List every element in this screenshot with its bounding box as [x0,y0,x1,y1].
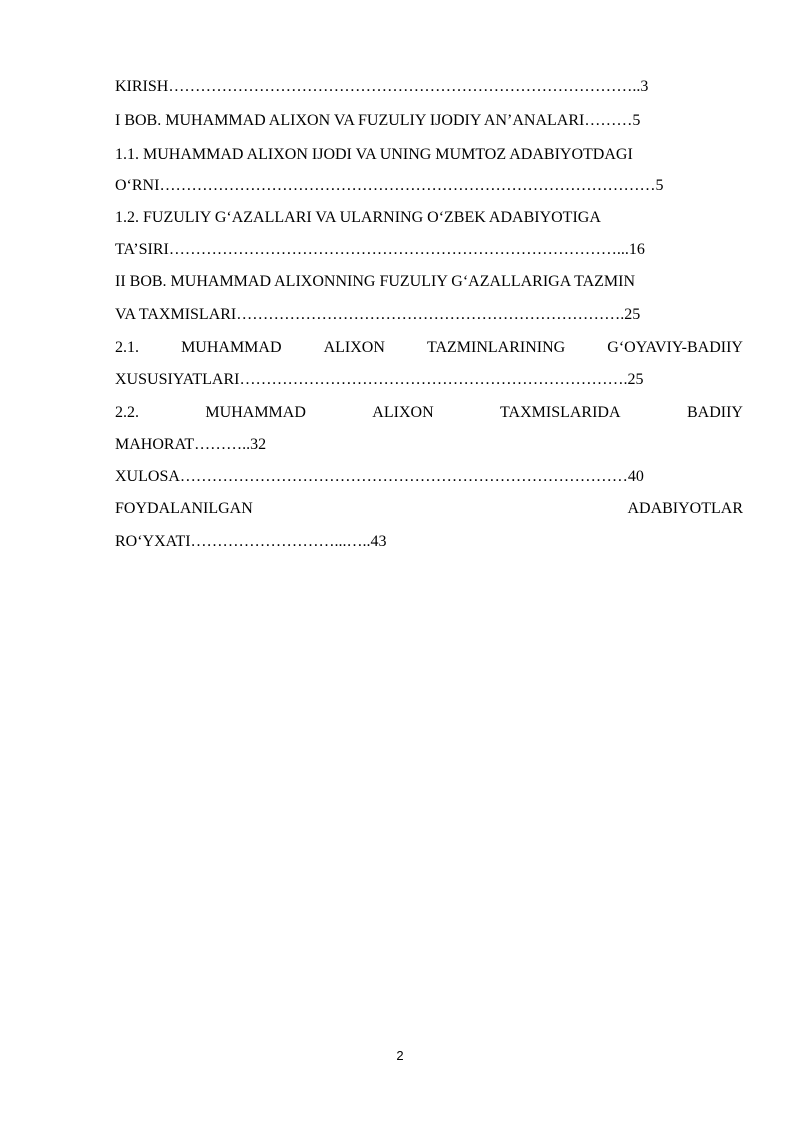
toc-entry-foydalanilgan-line1 [115,500,743,518]
toc-word: BADIIY [686,404,743,421]
toc-word: 2.1. [115,339,139,356]
toc-entry-2-1-line1 [115,339,743,357]
toc-text: 1.2. FUZULIY G‘AZALLARI VA ULARNING O‘ZBEK ADABIYOTIGA [115,209,601,226]
toc-entry-xulosa: XULOSA…………………………………………………………………………40 [115,468,644,485]
toc-word: MUHAMMAD [205,404,306,421]
toc-word: TAZMINLARINING [426,339,566,356]
toc-entry-bob2-line2: VA TAXMISLARI……………………………………………………………….25 [115,306,641,323]
toc-entry-1-2-line2: TA’SIRI…………………………………………………………………………...16 [115,241,645,258]
toc-word: FOYDALANILGAN [115,500,253,517]
toc-entry-2-1-line2: XUSUSIYATLARI……………………………………………………………….25 [115,371,644,388]
toc-entry-kirish: KIRISH……………………………………………………………………………..3 [115,78,649,95]
toc-entry-bob2-line1: II BOB. MUHAMMAD ALIXONNING FUZULIY G‘AZALLARIGA TAZMIN [115,273,636,290]
toc-word: G‘OYAVIY-BADIIY [607,339,743,356]
toc-word: MUHAMMAD [181,339,282,356]
toc-word: ADABIYOTLAR [627,500,743,517]
toc-word: TAXMISLARIDA [500,404,621,421]
page-number: 2 [396,1048,404,1063]
toc-entry-foydalanilgan-line2: RO‘YXATI………………………...…..43 [115,533,387,550]
toc-entry-2-2-line2: MAHORAT………..32 [115,436,267,453]
toc-word: 2.2. [115,404,139,421]
toc-entry-1-2-line1 [115,209,743,227]
toc-text: 1.1. MUHAMMAD ALIXON IJODI VA UNING MUMTOZ ADABIYOTDAGI [115,146,633,163]
toc-entry-1-1-line1 [115,146,743,164]
toc-entry-1-1-line2: O‘RNI…………………………………………………………………………………5 [115,177,664,194]
toc-word: ALIXON [372,404,434,421]
toc-word: ALIXON [323,339,385,356]
toc-entry-2-2-line1 [115,404,743,422]
toc-entry-bob1: I BOB. MUHAMMAD ALIXON VA FUZULIY IJODIY AN’ANALARI………5 [115,112,641,129]
